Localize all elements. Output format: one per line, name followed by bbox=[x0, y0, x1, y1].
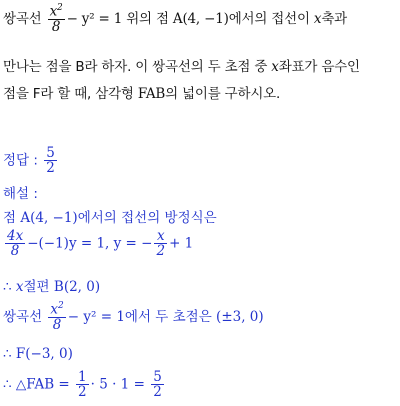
question-text: 만나는 점을 B라 하자. 이 쌍곡선의 두 초점 중 bbox=[3, 59, 268, 75]
fraction: $\frac{1}{2}$ bbox=[78, 369, 87, 401]
fraction: $\frac{x^2}{8}$ bbox=[50, 301, 64, 333]
point-label: A(4, −1) bbox=[172, 10, 229, 27]
fraction: $\frac{4x}{8}$ bbox=[7, 228, 24, 260]
solution-step-1: 점 A(4, −1)에서의 접선의 방정식은 bbox=[3, 210, 217, 226]
answer-fraction: $\frac{5}{2}$ bbox=[46, 145, 55, 177]
question-text: 축과 bbox=[321, 10, 348, 27]
question-line-1 bbox=[3, 4, 347, 34]
solution-label: 해설 : bbox=[3, 186, 38, 202]
question-text: 에서의 접선이 bbox=[228, 10, 310, 27]
solution-step-3: ∴ x절편 B(2, 0) bbox=[3, 279, 101, 295]
question-text: 쌍곡선 bbox=[3, 10, 42, 27]
solution-step-6: ∴ △FAB = $\frac{1}{2}$ · 5 · 1 = $\frac{5}{2}$ bbox=[3, 369, 162, 401]
triangle-label: FAB bbox=[137, 86, 166, 102]
question-text: 점을 F라 할 때, 삼각형 bbox=[3, 86, 134, 102]
solution-step-4: 쌍곡선 $\frac{x^2}{8}$ − y² = 1에서 두 초점은 (±3, 0) bbox=[3, 301, 264, 333]
equation-text: − y² = 1 bbox=[66, 10, 123, 27]
variable: x bbox=[313, 10, 322, 27]
question-text: 위의 점 bbox=[126, 10, 169, 27]
solution-step-5: ∴ F(−3, 0) bbox=[3, 346, 73, 362]
fraction: $\frac{x^2}{8}$ bbox=[49, 3, 63, 35]
answer-line bbox=[3, 146, 59, 175]
fraction: $\frac{x}{2}$ bbox=[156, 228, 166, 260]
question-text: 좌표가 음수인 bbox=[278, 59, 360, 75]
variable: x bbox=[271, 59, 279, 75]
question-line-3 bbox=[3, 82, 280, 102]
question-text: 의 넓이를 구하시오. bbox=[165, 86, 281, 102]
fraction: $\frac{5}{2}$ bbox=[153, 369, 162, 401]
question-line-2 bbox=[3, 55, 360, 75]
answer-label: 정답 : bbox=[3, 152, 38, 169]
solution-step-2: $\frac{4x}{8}$ −(−1)y = 1, y = − $\frac{x}{2}$ + 1 bbox=[7, 228, 194, 260]
